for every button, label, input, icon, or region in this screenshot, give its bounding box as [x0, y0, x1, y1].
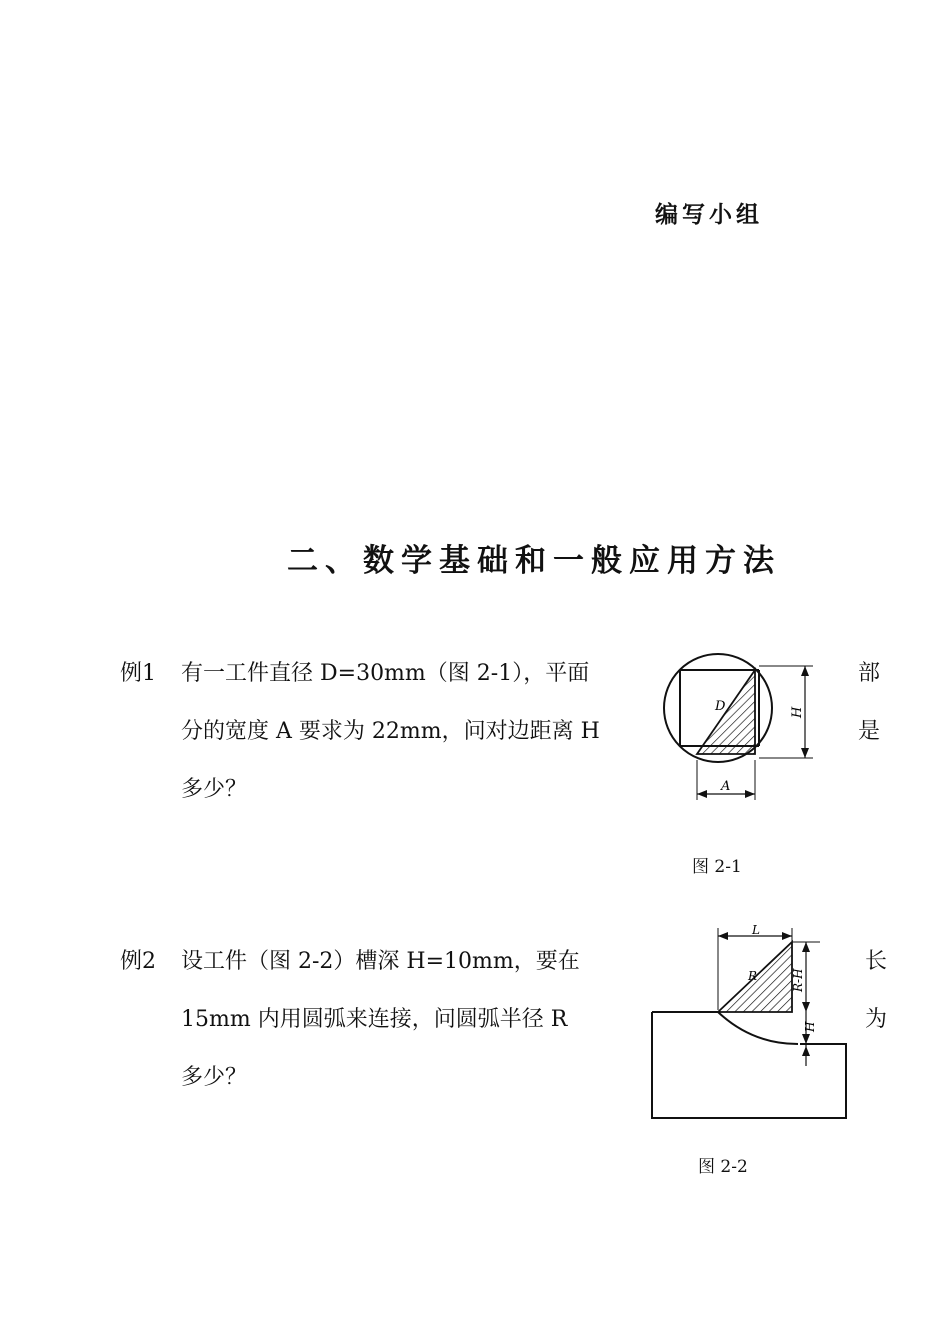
example-1-line-1: 有一工件直径 D=30mm（图 2-1），平面 [181, 661, 590, 686]
figure-2-2-label-r: R [748, 969, 758, 983]
connecting-arc [718, 1012, 798, 1044]
figure-2-1-label-a: A [721, 779, 731, 794]
example-1-tail-1: 部 [858, 661, 881, 686]
figure-2-2 [648, 920, 858, 1125]
section-title: 二、数学基础和一般应用方法 [287, 543, 781, 579]
example-1-line-3: 多少？ [181, 777, 248, 802]
figure-2-1-label-d: D [715, 699, 726, 714]
example-1-tail-2: 是 [858, 719, 881, 744]
example-2-tail-2: 为 [865, 1007, 888, 1032]
figure-2-1-label-h: H [790, 706, 805, 718]
figure-2-2-label-r-h: R-H [791, 968, 805, 992]
figure-2-1 [655, 648, 850, 808]
hatched-triangle [697, 670, 755, 754]
example-2-tail-1: 长 [865, 949, 888, 974]
figure-2-1-caption: 图 2-1 [692, 857, 742, 877]
figure-2-2-label-l: L [752, 923, 760, 937]
figure-2-2-caption: 图 2-2 [698, 1157, 748, 1177]
example-2-line-3: 多少？ [181, 1065, 248, 1090]
authors-group: 编写小组 [655, 202, 763, 228]
example-2-line-1: 设工件（图 2-2）槽深 H=10mm，要在 [181, 949, 580, 974]
example-2-line-2: 15mm 内用圆弧来连接，问圆弧半径 R [181, 1007, 568, 1032]
figure-2-2-label-h: H [803, 1021, 817, 1032]
example-2-label: 例2 [120, 949, 156, 974]
example-1-label: 例1 [120, 661, 156, 686]
example-1-line-2: 分的宽度 A 要求为 22mm，问对边距离 H [181, 719, 600, 744]
